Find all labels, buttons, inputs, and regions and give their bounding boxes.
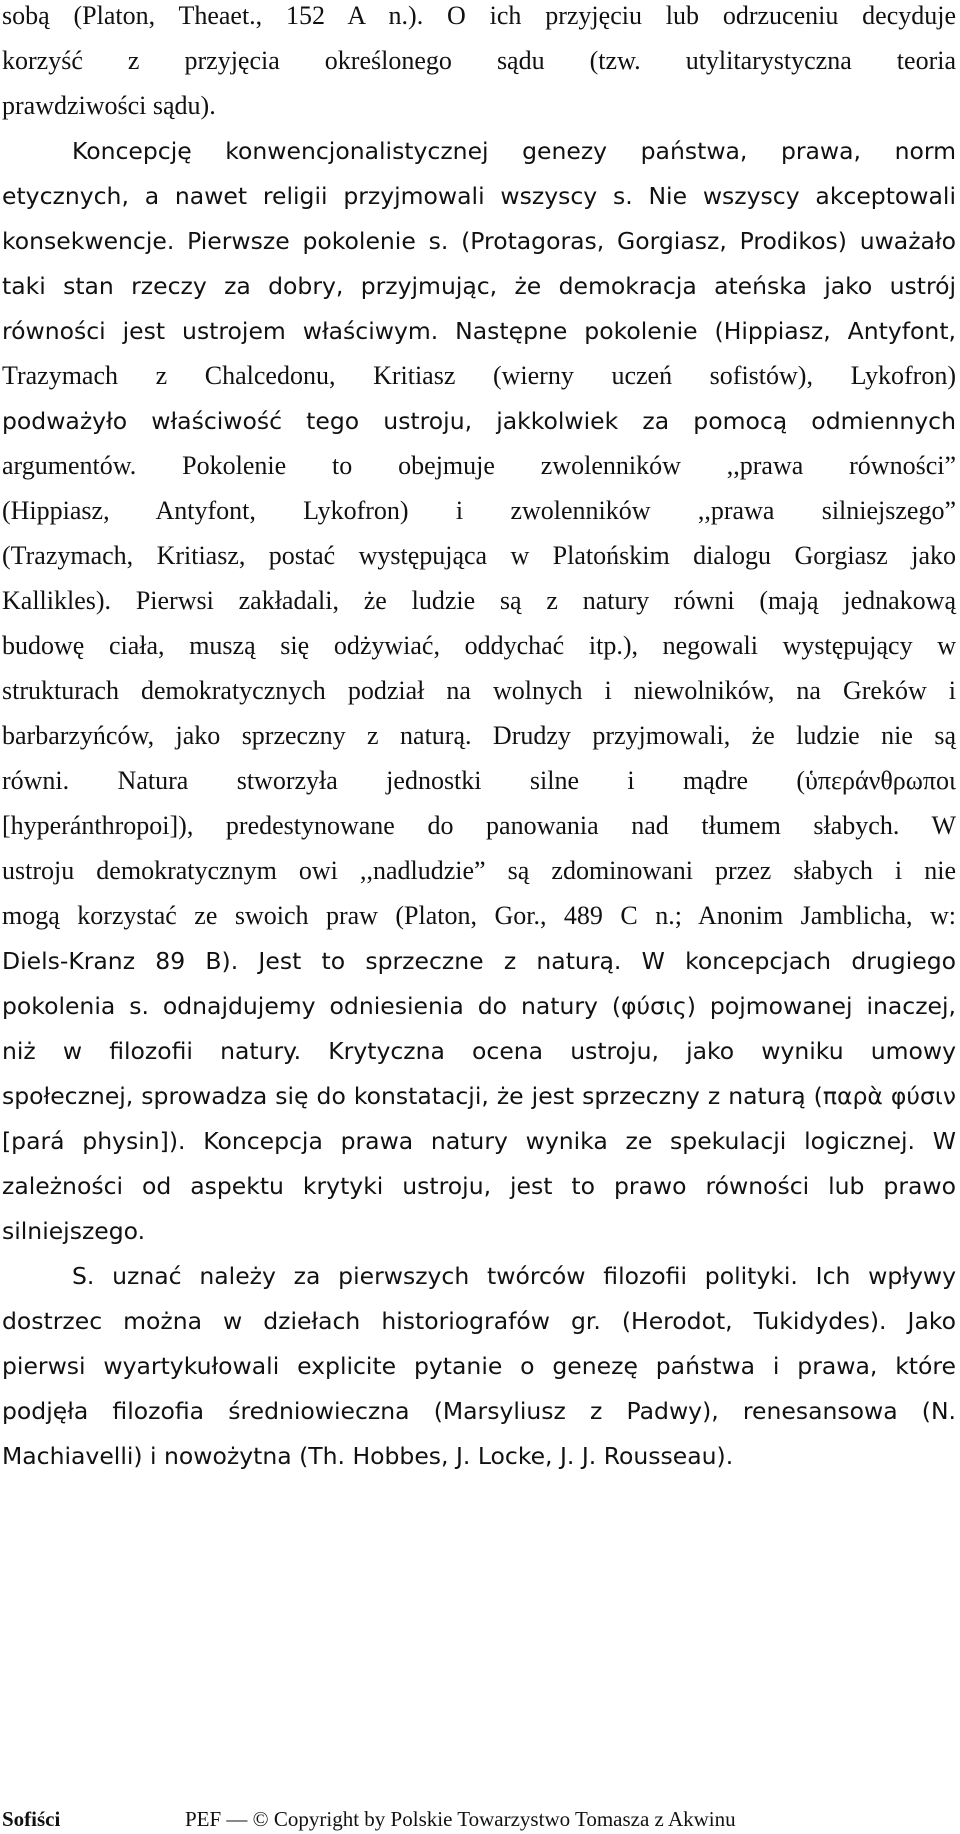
text-line: równi. Natura stworzyła jednostki silne i mądre (ὑπεράνθρωποι bbox=[2, 766, 956, 795]
text-line: ustroju demokratycznym owi ,,nadludzie” są zdominowani przez słabych i nie bbox=[2, 856, 956, 885]
text-line: podważyło właściwość tego ustroju, jakkolwiek za pomocą odmiennych bbox=[2, 407, 956, 435]
text-line: mogą korzystać ze swoich praw (Platon, Gor., 489 C n.; Anonim Jamblicha, w: bbox=[2, 901, 956, 930]
text-line: [hyperánthropoi]), predestynowane do panowania nad tłumem słabych. W bbox=[2, 811, 956, 840]
page-footer bbox=[2, 1807, 956, 1831]
text-line: budowę ciała, muszą się odżywiać, oddychać itp.), negowali występujący w bbox=[2, 631, 956, 660]
text-line: Diels-Kranz 89 B). Jest to sprzeczne z naturą. W koncepcjach drugiego bbox=[2, 947, 956, 975]
text-line: podjęła filozofia średniowieczna (Marsyliusz z Padwy), renesansowa (N. bbox=[2, 1397, 956, 1425]
text-line: prawdziwości sądu). bbox=[2, 91, 216, 120]
text-line: (Hippiasz, Antyfont, Lykofron) i zwolenników ,,prawa silniejszego” bbox=[2, 496, 956, 525]
text-line: barbarzyńców, jako sprzeczny z naturą. Drudzy przyjmowali, że ludzie nie są bbox=[2, 721, 956, 750]
text-line: strukturach demokratycznych podział na wolnych i niewolników, na Greków i bbox=[2, 676, 956, 705]
footer-section-title: Sofiści bbox=[2, 1807, 61, 1831]
text-line: sobą (Platon, Theaet., 152 A n.). O ich przyjęciu lub odrzuceniu decyduje bbox=[2, 1, 956, 30]
text-line: S. uznać należy za pierwszych twórców filozofii polityki. Ich wpływy bbox=[72, 1262, 956, 1290]
text-line: pokolenia s. odnajdujemy odniesienia do natury (φύσις) pojmowanej inaczej, bbox=[2, 992, 956, 1020]
text-line: silniejszego. bbox=[2, 1217, 146, 1245]
text-line: Koncepcję konwencjonalistycznej genezy państwa, prawa, norm bbox=[72, 137, 956, 165]
text-line: równości jest ustrojem właściwym. Następne pokolenie (Hippiasz, Antyfont, bbox=[2, 317, 956, 345]
text-line: argumentów. Pokolenie to obejmuje zwolenników ,,prawa równości” bbox=[2, 451, 956, 480]
text-line: konsekwencje. Pierwsze pokolenie s. (Protagoras, Gorgiasz, Prodikos) uważało bbox=[2, 227, 956, 255]
text-line: społecznej, sprowadza się do konstatacji, że jest sprzeczny z naturą (παρὰ φύσιν bbox=[2, 1082, 956, 1110]
text-line: (Trazymach, Kritiasz, postać występująca w Platońskim dialogu Gorgiasz jako bbox=[2, 541, 956, 570]
text-line: Trazymach z Chalcedonu, Kritiasz (wierny uczeń sofistów), Lykofron) bbox=[2, 361, 956, 390]
text-line: taki stan rzeczy za dobry, przyjmując, że demokracja ateńska jako ustrój bbox=[2, 272, 956, 300]
text-line: [pará physin]). Koncepcja prawa natury wynika ze spekulacji logicznej. W bbox=[2, 1127, 956, 1155]
text-line: Machiavelli) i nowożytna (Th. Hobbes, J. Locke, J. J. Rousseau). bbox=[2, 1442, 734, 1470]
text-line: etycznych, a nawet religii przyjmowali wszyscy s. Nie wszyscy akceptowali bbox=[2, 182, 956, 210]
text-line: zależności od aspektu krytyki ustroju, jest to prawo równości lub prawo bbox=[2, 1172, 956, 1200]
text-line: niż w filozofii natury. Krytyczna ocena ustroju, jako wyniku umowy bbox=[2, 1037, 956, 1065]
text-line: Kallikles). Pierwsi zakładali, że ludzie są z natury równi (mają jednakową bbox=[2, 586, 956, 615]
text-line: dostrzec można w dziełach historiografów gr. (Herodot, Tukidydes). Jako bbox=[2, 1307, 956, 1335]
text-line: pierwsi wyartykułowali explicite pytanie o genezę państwa i prawa, które bbox=[2, 1352, 956, 1380]
text-line: korzyść z przyjęcia określonego sądu (tzw. utylitarystyczna teoria bbox=[2, 46, 956, 75]
footer-copyright: PEF — © Copyright by Polskie Towarzystwo Tomasza z Akwinu bbox=[185, 1807, 736, 1831]
